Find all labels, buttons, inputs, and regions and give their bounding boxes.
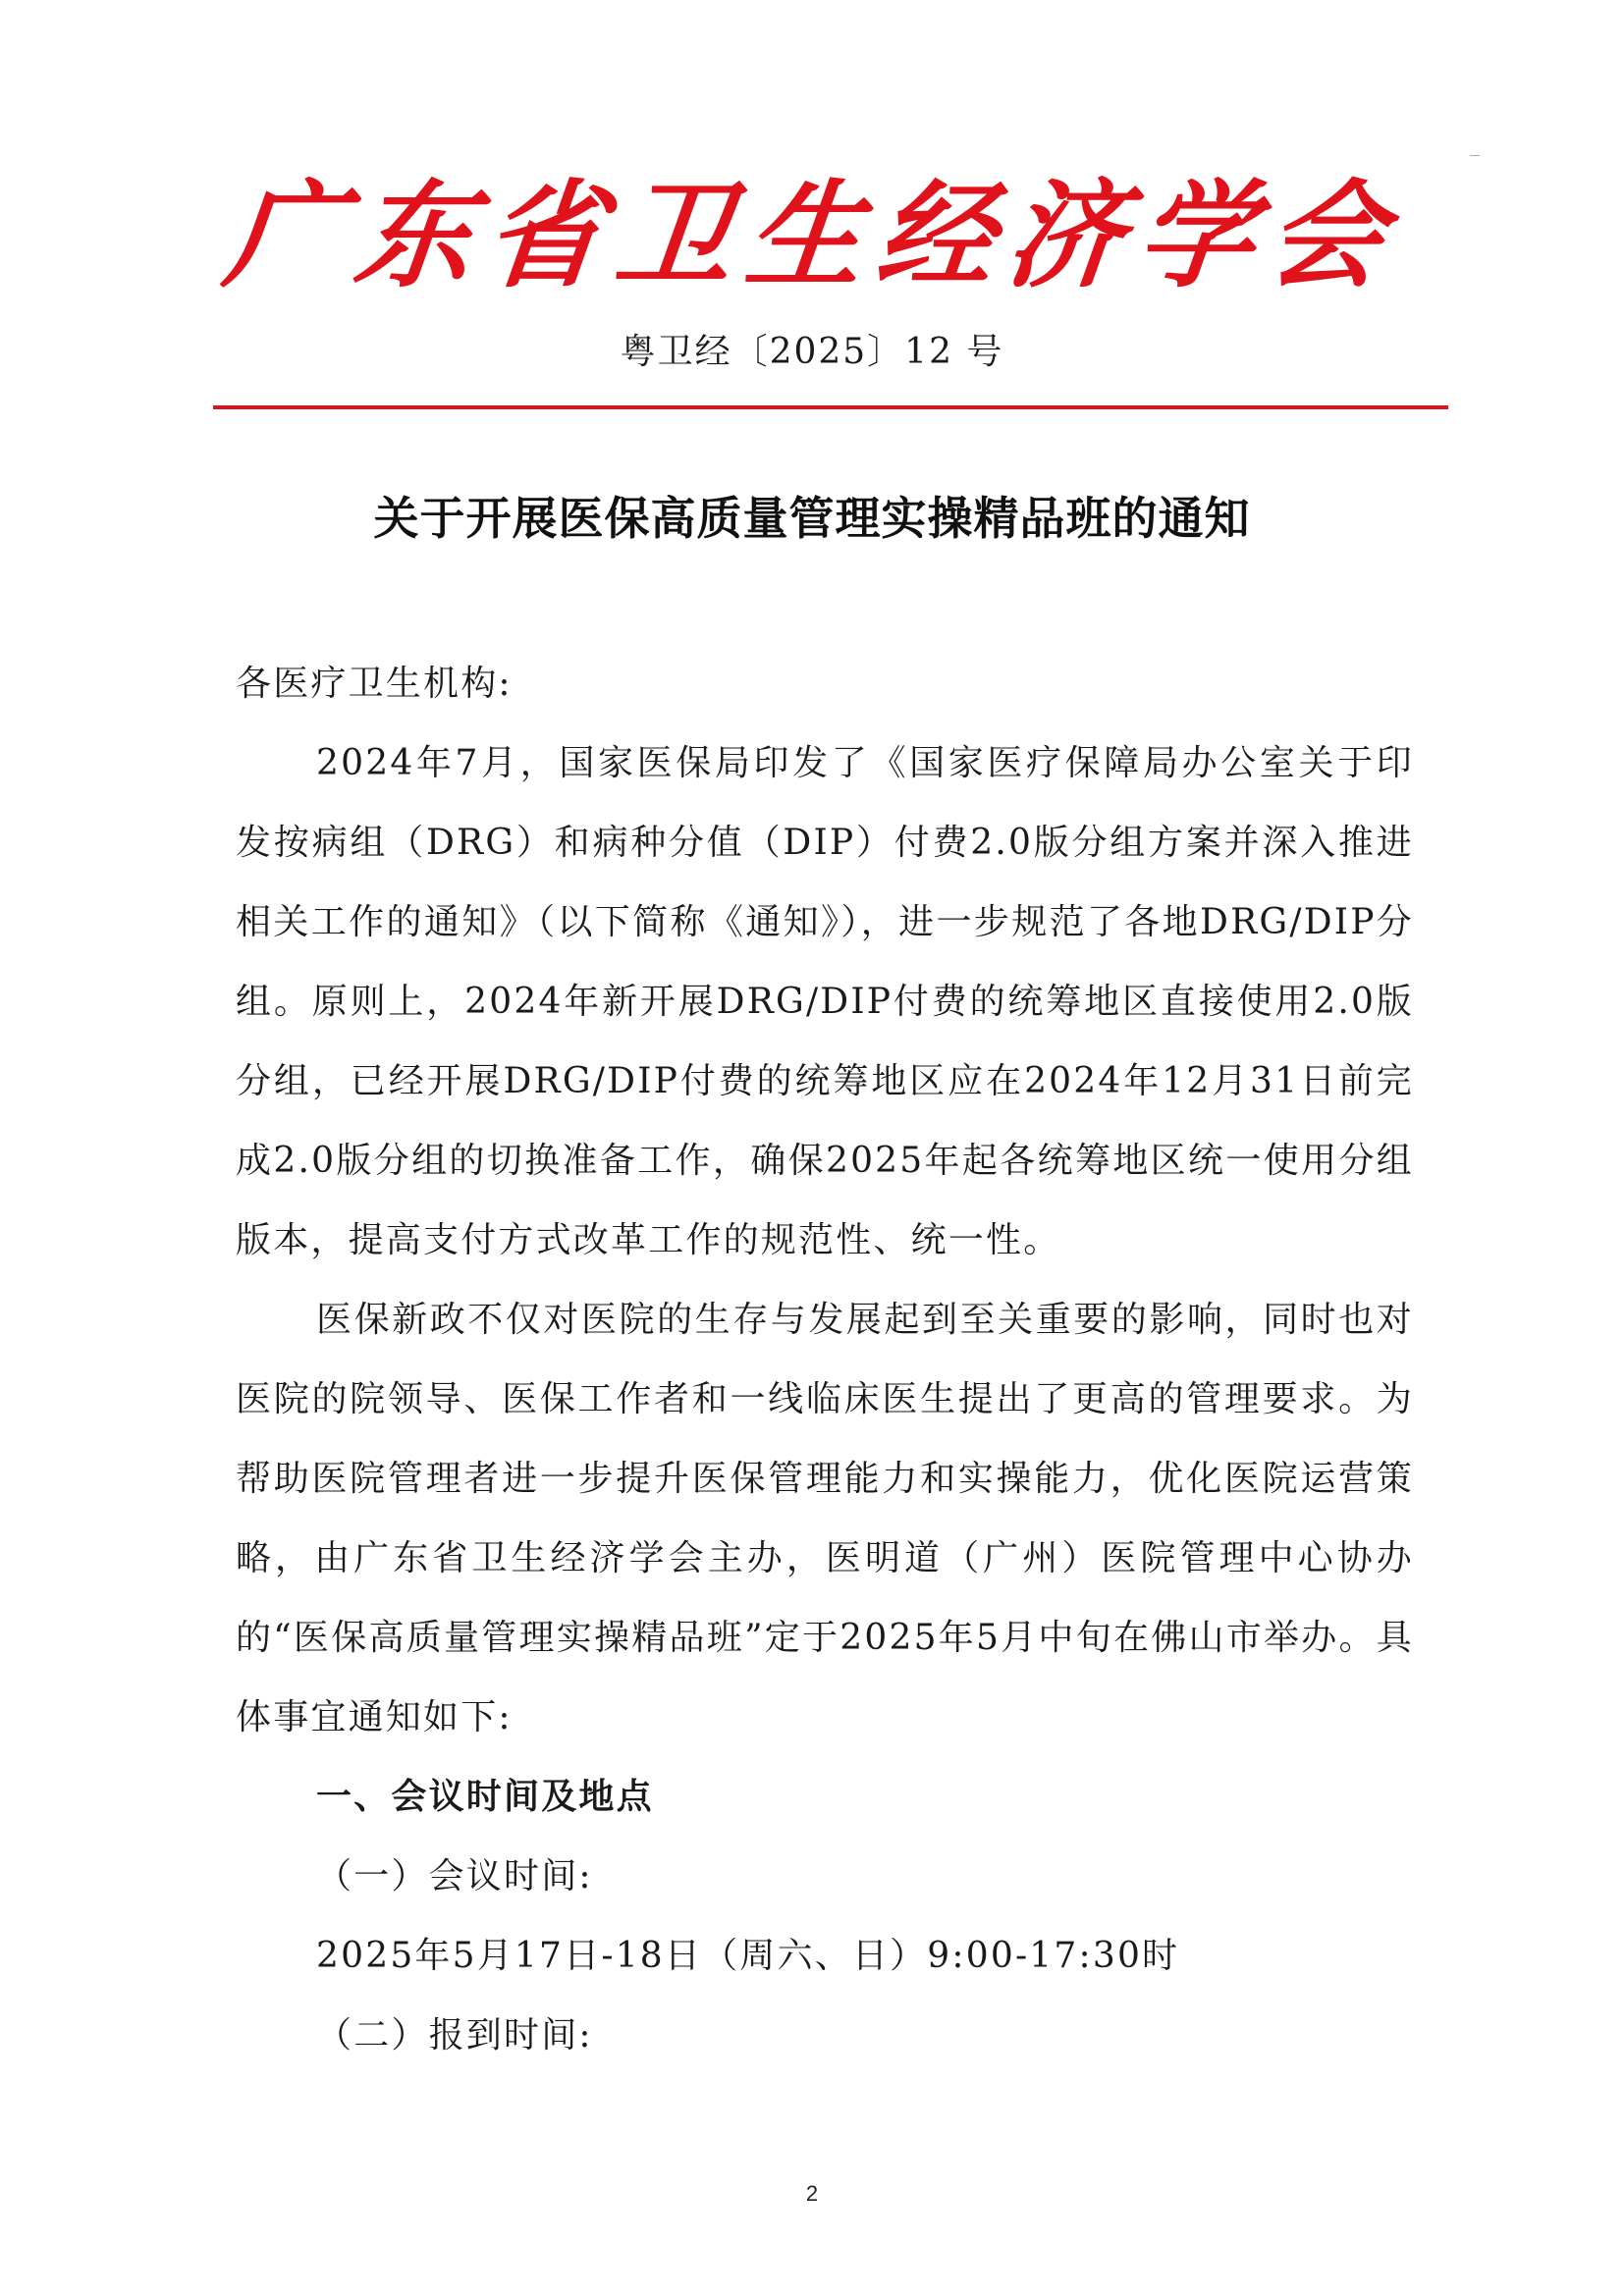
- masthead-char: 省: [479, 167, 610, 303]
- masthead-char: 东: [349, 167, 480, 303]
- meeting-time-value: 2025年5月17日-18日（周六、日）9:00-17:30时: [316, 1936, 1180, 1976]
- page-number: 2: [805, 2181, 819, 2206]
- sub-heading-meeting-time: （一）会议时间:: [316, 1856, 593, 1896]
- body-paragraph: 2024年7月，国家医保局印发了《国家医疗保障局办公室关于印发按病组（DRG）和病种分值（DIP）付费2.0版分组方案并深入推进相关工作的通知》（以下简称《通知》），进一步规范了各地DRG/DIP分组。原则上，2024年新开展DRG/DIP付费的统筹地区直接使用2.0版分组，已经开展DRG/DIP付费的统筹地区应在2024年12月31日前完成2.0版分组的切换准备工作，确保2025年起各统筹地区统一使用分组版本，提高支付方式改革工作的规范性、统一性。: [236, 743, 1414, 1260]
- body-paragraph: 医保新政不仅对医院的生存与发展起到至关重要的影响，同时也对医院的院领导、医保工作者和一线临床医生提出了更高的管理要求。为帮助医院管理者进一步提升医保管理能力和实操能力，优化医院运营策略，由广东省卫生经济学会主办，医明道（广州）医院管理中心协办的“医保高质量管理实操精品班”定于2025年5月中旬在佛山市举办。具体事宜通知如下:: [236, 1300, 1414, 1737]
- red-divider: [213, 405, 1448, 409]
- masthead-char: 济: [1001, 167, 1131, 303]
- document-body: [236, 644, 1414, 2075]
- masthead-char: 会: [1261, 167, 1392, 303]
- masthead-char: 生: [739, 167, 871, 303]
- corner-mark: [1470, 155, 1480, 156]
- sub-heading-registration-time: （二）报到时间:: [316, 2015, 593, 2056]
- masthead-char: 卫: [609, 167, 740, 303]
- masthead-char: 广: [218, 167, 350, 303]
- masthead-char: 学: [1130, 167, 1262, 303]
- document-title: 关于开展医保高质量管理实操精品班的通知: [373, 492, 1251, 545]
- section-heading: 一、会议时间及地点: [316, 1777, 654, 1817]
- masthead: [218, 167, 1392, 304]
- salutation: 各医疗卫生机构:: [236, 664, 513, 704]
- masthead-char: 经: [870, 167, 1001, 303]
- document-number: 粤卫经〔2025〕12 号: [620, 332, 1004, 372]
